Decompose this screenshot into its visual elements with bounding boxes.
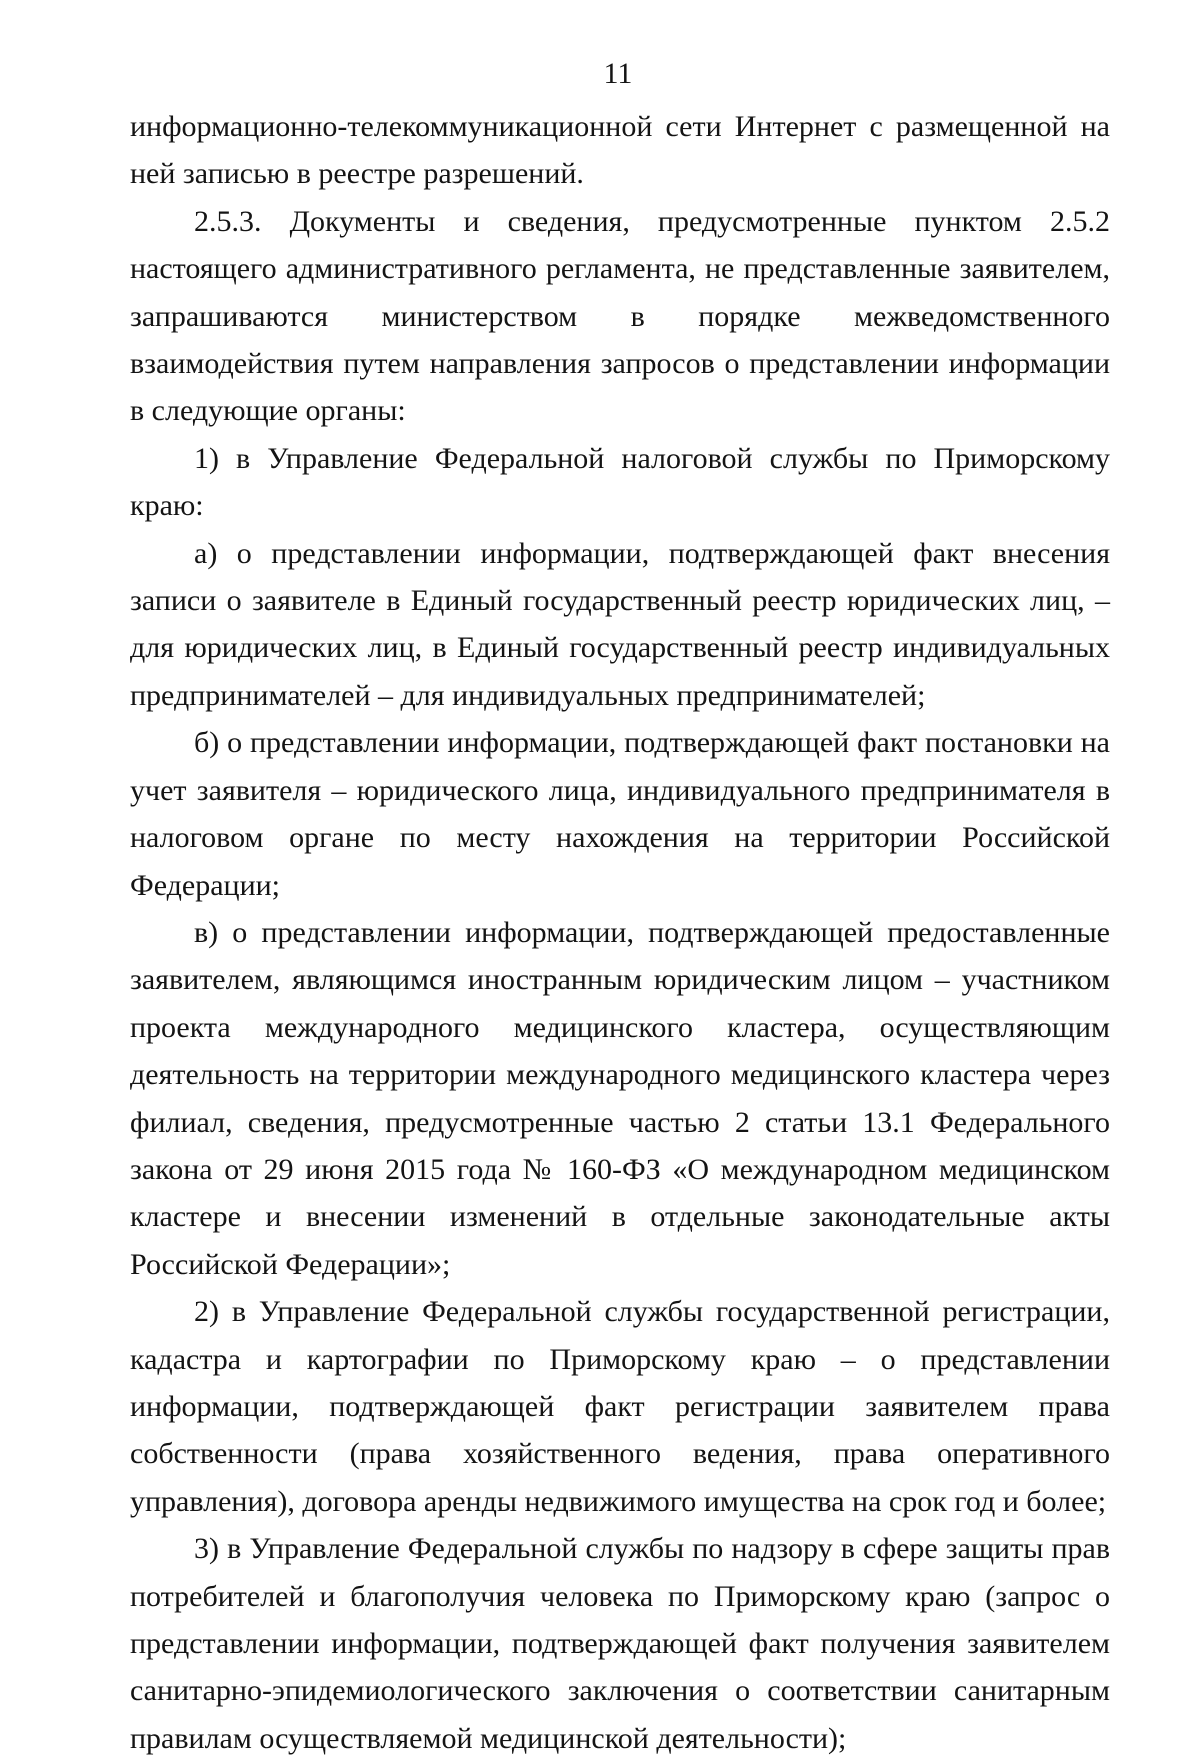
- page-number: 11: [603, 57, 633, 90]
- paragraph-item-1v: в) о представлении информации, подтверждающей предоставленные заявителем, являющимся иностранным юридическим лицом – участником проекта международного медицинского кластера, осуществляющим деятельность на территории международного медицинского кластера через филиал, сведения, предусмотренные частью 2 статьи 13.1 Федерального закона от 29 июня 2015 года № 160-ФЗ «О международном медицинском кластере и внесении изменений в отдельные законодательные акты Российской Федерации»;: [130, 915, 1110, 1281]
- paragraph-item-1: 1) в Управление Федеральной налоговой службы по Приморскому краю:: [130, 441, 1110, 523]
- paragraph-2-5-3: 2.5.3. Документы и сведения, предусмотренные пунктом 2.5.2 настоящего административного регламента, не представленные заявителем, запрашиваются министерством в порядке межведомственного взаимодействия путем направления запросов о представлении информации в следующие органы:: [130, 204, 1110, 428]
- document-body: [130, 103, 1110, 1762]
- paragraph-item-1b: б) о представлении информации, подтверждающей факт постановки на учет заявителя – юридического лица, индивидуального предпринимателя в налоговом органе по месту нахождения на территории Российской Федерации;: [130, 726, 1110, 902]
- paragraph-item-1a: а) о представлении информации, подтверждающей факт внесения записи о заявителе в Единый государственный реестр юридических лиц, – для юридических лиц, в Единый государственный реестр индивидуальных предпринимателей – для индивидуальных предпринимателей;: [130, 536, 1110, 712]
- paragraph-item-3: 3) в Управление Федеральной службы по надзору в сфере защиты прав потребителей и благополучия человека по Приморскому краю (запрос о представлении информации, подтверждающей факт получения заявителем санитарно-эпидемиологического заключения о соответствии санитарным правилам осуществляемой медицинской деятельности);: [130, 1532, 1110, 1755]
- paragraph-continuation: информационно-телекоммуникационной сети Интернет с размещенной на ней записью в реестре разрешений.: [130, 110, 1110, 191]
- paragraph-item-2: 2) в Управление Федеральной службы государственной регистрации, кадастра и картографии по Приморскому краю – о представлении информации, подтверждающей факт регистрации заявителем права собственности (права хозяйственного ведения, права оперативного управления), договора аренды недвижимого имущества на срок год и более;: [130, 1295, 1110, 1518]
